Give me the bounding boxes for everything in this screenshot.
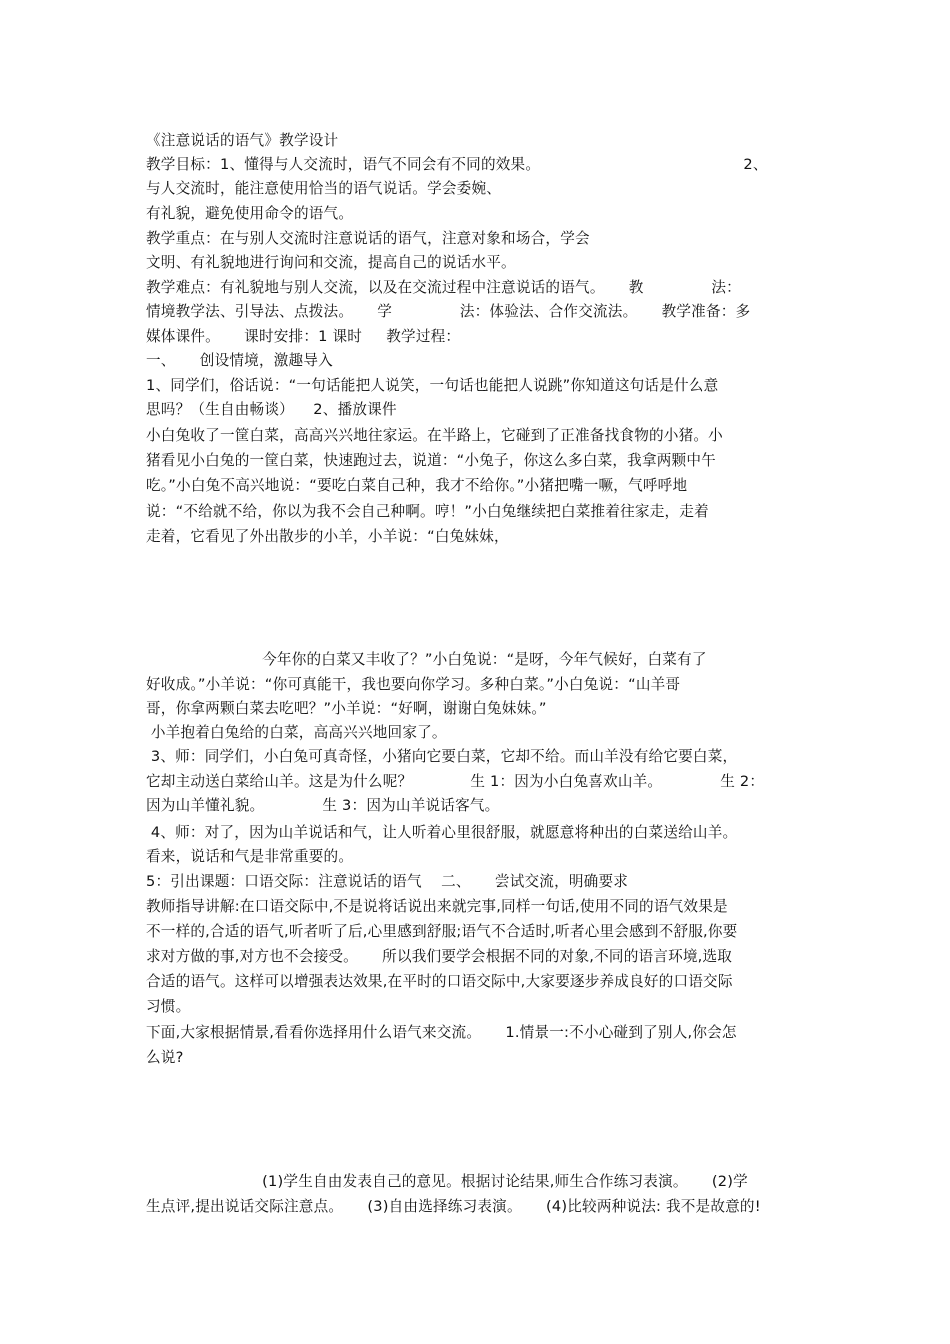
paragraph-line: 今年你的白菜又丰收了？”小白兔说：“是呀，今年气候好，白菜有了 <box>146 651 707 668</box>
document-title: 《注意说话的语气》教学设计 <box>146 132 339 149</box>
paragraph-line: 不一样的,合适的语气,听者听了后,心里感到舒服;语气不合适时,听者心里会感到不舒服,你要 <box>146 923 738 940</box>
paragraph-line: 哥，你拿两颗白菜去吃吧？”小羊说：“好啊，谢谢白兔妹妹。” <box>146 700 547 717</box>
paragraph-line: 猪看见小白兔的一筐白菜，快速跑过去，说道：“小兔子，你这么多白菜，我拿两颗中午 <box>146 452 716 469</box>
paragraph-line: 3、师：同学们，小白兔可真奇怪，小猪向它要白菜，它却不给。而山羊没有给它要白菜， <box>146 748 738 765</box>
paragraph-line: 生点评,提出说话交际注意点。 (3)自由选择练习表演。 (4)比较两种说法: 我不是故意的! <box>146 1198 761 1215</box>
section-heading: 5：引出课题：口语交际：注意说话的语气 二、 尝试交流，明确要求 <box>146 873 629 890</box>
paragraph-line: 有礼貌，避免使用命令的语气。 <box>146 205 354 222</box>
paragraph-line: (1)学生自由发表自己的意见。根据讨论结果,师生合作练习表演。 (2)学 <box>146 1173 748 1190</box>
paragraph-line: 4、师：对了，因为山羊说话和气，让人听着心里很舒服，就愿意将种出的白菜送给山羊。 <box>146 824 738 841</box>
paragraph-line: 合适的语气。这样可以增强表达效果,在平时的口语交际中,大家要逐步养成良好的口语交际 <box>146 973 733 990</box>
paragraph-line: 吃。”小白兔不高兴地说：“要吃白菜自己种，我才不给你。”小猪把嘴一噘，气呼呼地 <box>146 477 688 494</box>
paragraph-line: 教师指导讲解:在口语交际中,不是说将话说出来就完事,同样一句话,使用不同的语气效果是 <box>146 898 728 915</box>
paragraph-line: 看来，说话和气是非常重要的。 <box>146 848 354 865</box>
paragraph-line: 下面,大家根据情景,看看你选择用什么语气来交流。 1.情景一:不小心碰到了别人,你会怎 <box>146 1024 737 1041</box>
paragraph-line: 它却主动送白菜给山羊。这是为什么呢？ 生 1：因为小白兔喜欢山羊。 生 2： <box>146 773 765 790</box>
paragraph-line: 走着，它看见了外出散步的小羊，小羊说：“白兔妹妹， <box>146 528 509 545</box>
paragraph-line: 求对方做的事,对方也不会接受。 所以我们要学会根据不同的对象,不同的语言环境,选取 <box>146 948 733 965</box>
paragraph-line: 教学难点：有礼貌地与别人交流，以及在交流过程中注意说话的语气。 教 法： <box>146 279 741 296</box>
paragraph-line: 习惯。 <box>146 998 191 1015</box>
paragraph-line: 好收成。”小羊说：“你可真能干，我也要向你学习。多种白菜。”小白兔说：“山羊哥 <box>146 676 681 693</box>
paragraph-line: 说：“不给就不给，你以为我不会自己种啊。哼！”小白兔继续把白菜推着往家走，走着 <box>146 503 709 520</box>
paragraph-line: 思吗？（生自由畅谈） 2、播放课件 <box>146 401 397 418</box>
section-heading: 一、 创设情境，激趣导入 <box>146 352 333 369</box>
paragraph-line: 小羊抱着白兔给的白菜，高高兴兴地回家了。 <box>146 724 447 741</box>
paragraph-line: 教学目标：1、懂得与人交流时，语气不同会有不同的效果。 2、 <box>146 156 768 173</box>
paragraph-line: 教学重点：在与别人交流时注意说话的语气，注意对象和场合，学会 <box>146 230 590 247</box>
paragraph-line: 媒体课件。 课时安排：1 课时 教学过程： <box>146 328 461 345</box>
paragraph-line: 么说? <box>146 1049 184 1066</box>
paragraph-line: 1、同学们，俗话说：“一句话能把人说笑，一句话也能把人说跳”你知道这句话是什么意 <box>146 377 719 394</box>
paragraph-line: 文明、有礼貌地进行询问和交流，提高自己的说话水平。 <box>146 254 516 271</box>
paragraph-line: 小白兔收了一筐白菜，高高兴兴地往家运。在半路上，它碰到了正准备找食物的小猪。小 <box>146 427 723 444</box>
paragraph-line: 因为山羊懂礼貌。 生 3：因为山羊说话客气。 <box>146 797 500 814</box>
paragraph-line: 情境教学法、引导法、点拨法。 学 法：体验法、合作交流法。 教学准备：多 <box>146 303 751 320</box>
paragraph-line: 与人交流时，能注意使用恰当的语气说话。学会委婉、 <box>146 180 502 197</box>
